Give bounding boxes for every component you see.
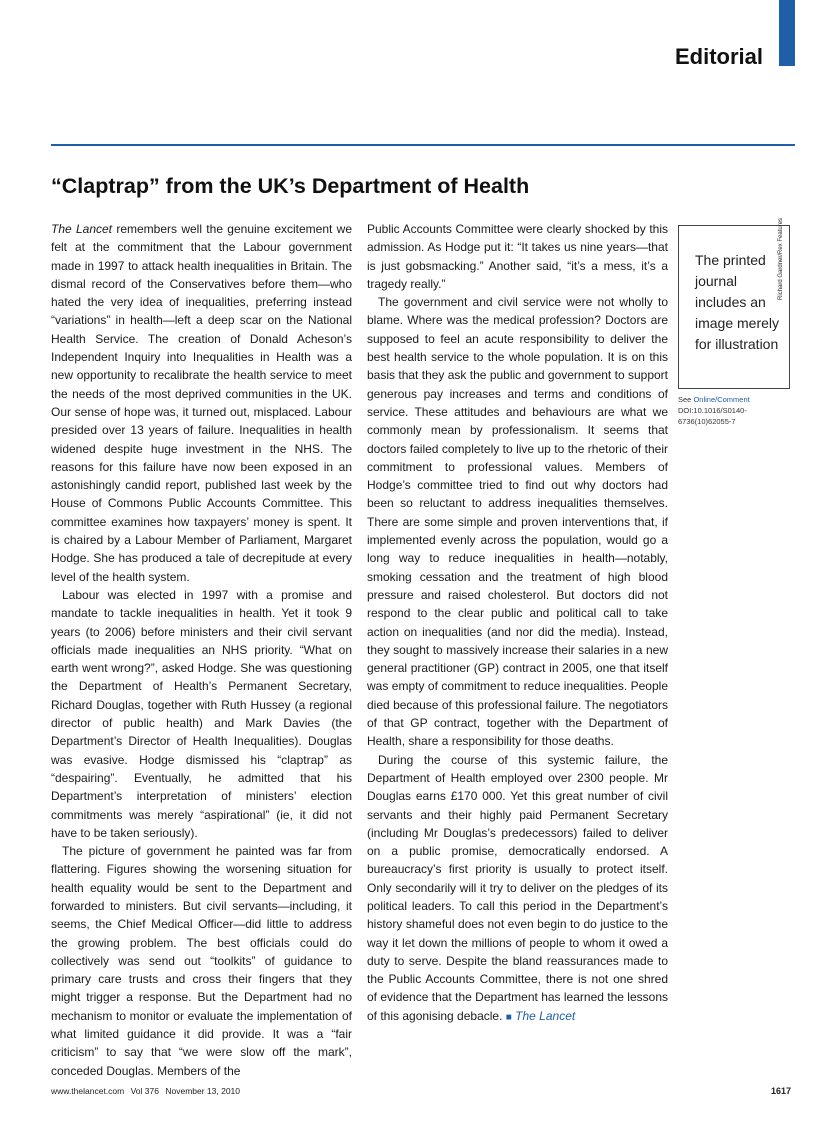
paragraph: The government and civil service were not wholly to blame. Where was the medical profession? Doctors are supposed to feel an acute responsibility to deliver the best health service to the whole population. It is on this basis that they ask the public and government to support generous pay increases and terms and conditions of service. These attitudes and behaviours are what we commonly mean by professionalism. It seems that doctors failed completely to live up to the rhetoric of their commitment to professional values. Members of Hodge’s committee tried to find out why doctors had been so reluctant to address inequalities themselves. There are some simple and proven interventions that, if implemented evenly across the population, would go a long way to reduce inequalities in health—notably, smoking cessation and the treatment of high blood pressure and raised cholesterol. But doctors did not respond to the clear public and political call to take action on inequalities (and nor did the media). Instead, they sought to massively increase their salaries in a new general practitioner (GP) contract in 2005, one that itself was empty of commitment to reduce inequalities. People died because of this professional failure. The negotiators of that GP contract, together with the Department of Health, share a responsibility for those deaths.: [367, 295, 668, 749]
image-placeholder: [678, 225, 790, 389]
footer-date: November 13, 2010: [165, 1086, 241, 1096]
image-note: The printed journal includes an image merely for illustration: [695, 252, 780, 352]
section-label: Editorial: [674, 44, 763, 69]
signature: The Lancet: [515, 1008, 576, 1023]
article-column-1: [51, 220, 352, 1080]
page-number: 1617: [770, 1086, 791, 1096]
footer-site-link[interactable]: www.thelancet.com: [51, 1086, 125, 1096]
end-mark-icon: ■: [505, 1011, 512, 1023]
header-rule: [51, 144, 795, 146]
paragraph-text: remembers well the genuine excitement we felt at the commitment that the Labour government made in 1997 to attack health inequalities in Britain. The dismal record of the Conservatives before them—who hated the very idea of inequalities, preferring instead “variations” in health—left a deep scar on the National Health Service. The creation of Donald Acheson’s Independent Inquiry into Inequalities in Health was a new opportunity to recalibrate the health service to meet the needs of the most deprived communities in the UK. Our sense of hope was, it turned out, misplaced. Labour presided over 13 years of failure. Inequalities in health widened despite huge investment in the NHS. The reasons for this failure have now been exposed in an astonishingly candid report, published last week by the House of Commons Public Accounts Committee. This committee examines how taxpayers’ money is spent. It is chaired by a Labour Member of Parliament, Margaret Hodge. She has produced a tale of decrepitude at every level of the health system.: [51, 222, 352, 584]
section-color-bar: [779, 0, 795, 66]
doi: DOI:10.1016/S0140-6736(10)62055-7: [678, 406, 747, 426]
journal-name: The Lancet: [51, 222, 113, 236]
online-comment-link[interactable]: Online/Comment: [693, 395, 750, 404]
paragraph: Public Accounts Committee were clearly shocked by this admission. As Hodge put it: “It takes us nine years—that is just gobsmacking.” Another said, “it’s a mess, it’s a tragedy really.”: [367, 222, 668, 291]
paragraph-text: During the course of this systemic failure, the Department of Health employed over 2300 people. Mr Douglas earns £170 000. Yet this great number of civil servants and their highly paid Permanent Secretary (including Mr Douglas’s predecessors) failed to deliver on a public promise, democratically endorsed. A bureaucracy’s first priority is usually to protect itself. Only secondarily will it try to deliver on the pledges of its political leaders. To call this period in the Department’s history shameful does not even begin to do justice to the way it let down the millions of people to whom it owed a duty to serve. Despite the bland reassurances made to the Public Accounts Committee, there is not one shred of evidence that the Department has learned the lessons of this agonising debacle.: [367, 752, 668, 1023]
paragraph: [367, 751, 668, 1027]
see-also: [678, 394, 778, 427]
page-footer: [51, 1086, 244, 1096]
paragraph: Labour was elected in 1997 with a promise and mandate to tackle inequalities in health. Yet it took 9 years (to 2006) before ministers and their civil servant officials made inequalities an NHS priority. “What on earth went wrong?”, asked Hodge. She was questioning the Department of Health’s Permanent Secretary, Richard Douglas, together with Ruth Hussey (a regional director of public health) and Mark Davies (the Department’s Director of Health Inequalities). Douglas was evasive. Hodge dismissed his “claptrap” as “despairing”. Eventually, he admitted that his Department’s interpretation of ministers’ election commitments was merely “aspirational” (ie, it did not have to be taken seriously).: [51, 587, 352, 840]
photo-credit: Richard Gardner/Rex Features: [778, 217, 784, 300]
article-title: “Claptrap” from the UK’s Department of Health: [51, 174, 530, 198]
paragraph: [51, 220, 352, 586]
paragraph: The picture of government he painted was far from flattering. Figures showing the worsening situation for health equality would be sent to the Department and forwarded to ministers. But civil servants—including, it seems, the Chief Medical Officer—did little to address the growing problem. The best officials could do collectively was send out “toolkits” of guidance to primary care trusts and cross their fingers that they might trigger a response. But the Department had no mechanism to monitor or evaluate the implementation of what limited guidance it did provide. It was a “fair criticism” to say that “we were slow off the mark”, conceded Douglas. Members of the: [51, 844, 352, 1078]
article-column-2: [367, 220, 668, 1027]
footer-volume: Vol 376: [130, 1086, 159, 1096]
see-prefix: See: [678, 395, 694, 404]
